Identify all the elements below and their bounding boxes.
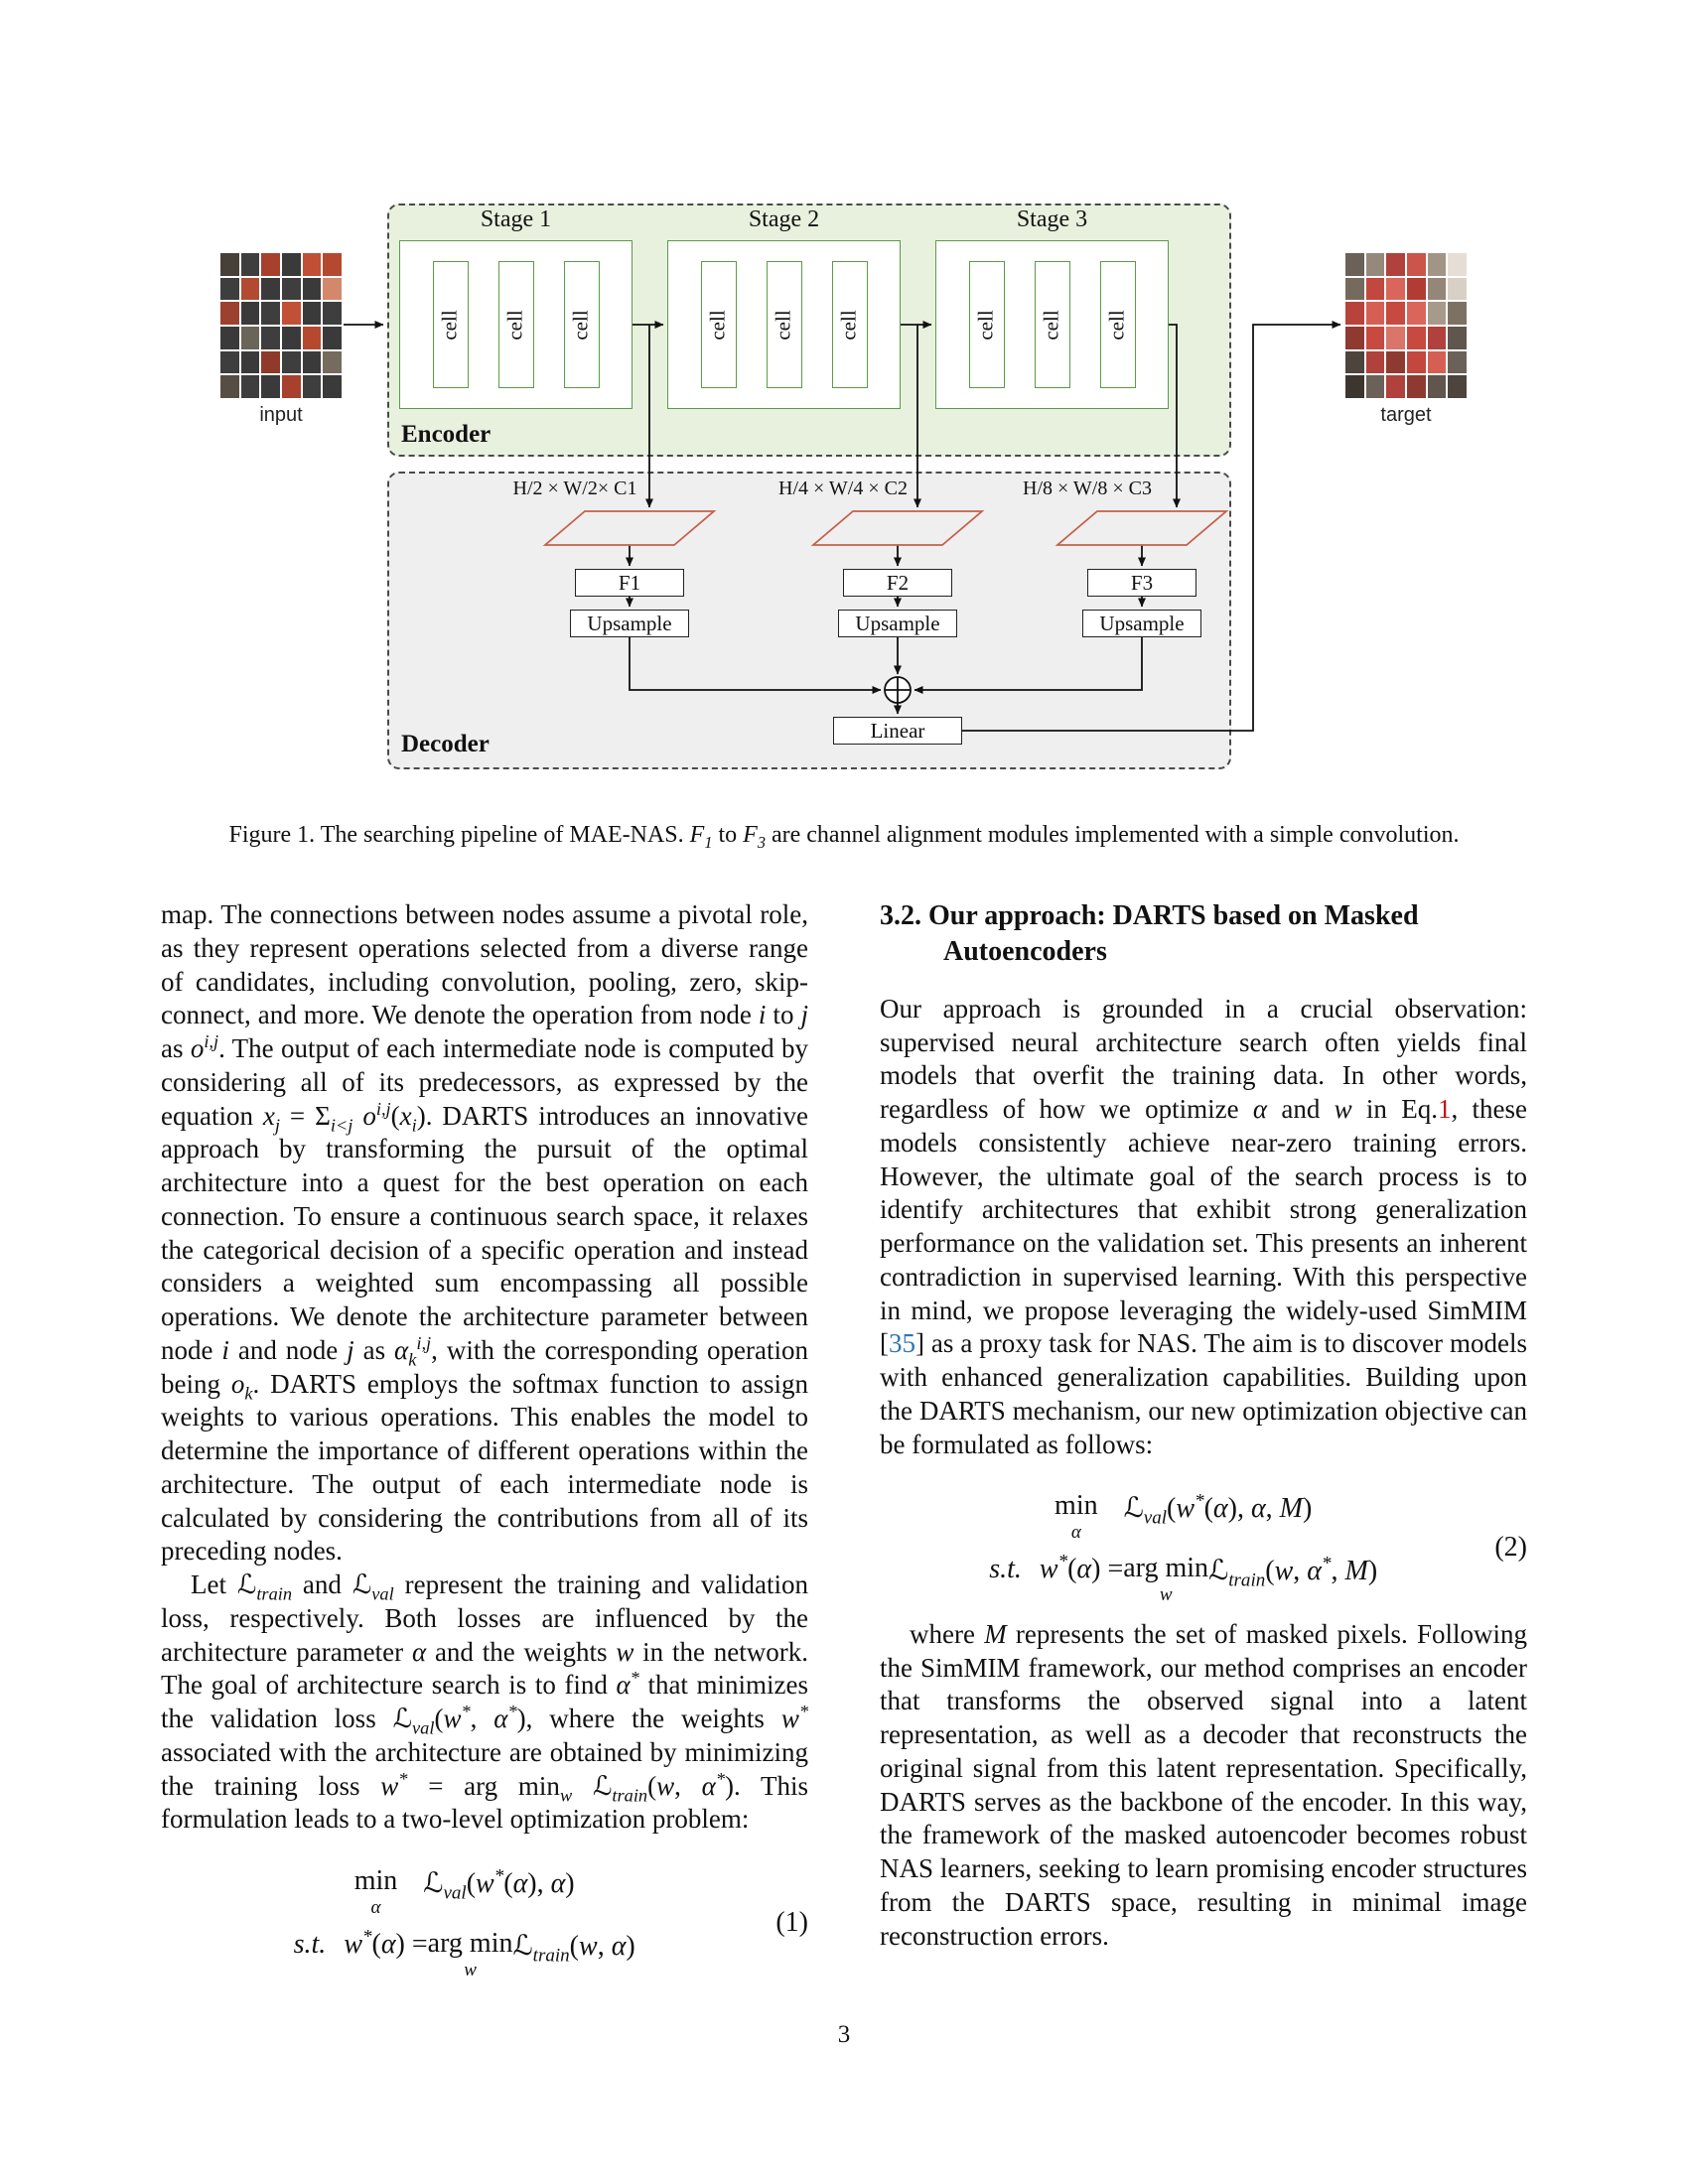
text-segment: , [674,1770,702,1801]
cell-label: cell [772,309,795,341]
image-patch [303,351,322,374]
image-patch [1386,327,1405,349]
equation-expression [344,1926,428,1961]
text-segment: Let [191,1570,237,1599]
text-segment: j [347,1334,354,1365]
text-segment: map. The connections between nodes assume a pivotal role, as they represent operations selected from a diverse range of candidates, including convolution, pooling, zero, skip-connect, and more. We denote the operation from node [161,899,808,1030]
text-segment: ) = [395,1928,428,1960]
equation-expression [1123,1490,1313,1529]
stage-3-box [935,240,1169,409]
cell-box [498,261,534,388]
text-segment: ) [565,1868,575,1899]
text-segment: α [1212,1493,1228,1525]
image-patch [261,327,280,349]
text-segment: α [1076,1554,1092,1585]
target-image [1345,253,1467,398]
text-segment: ( [1167,1493,1177,1525]
cell-label: cell [1040,309,1063,341]
image-patch [282,302,301,325]
min-operator [1055,1491,1098,1542]
stage-2-title: Stage 2 [748,206,820,232]
cell-box [1100,261,1136,388]
image-patch [261,278,280,301]
image-patch [303,253,322,276]
text-segment: ( [466,1868,477,1899]
text-segment: ) [1367,1556,1378,1587]
operator-subscript: w [1159,1583,1173,1605]
image-patch [1386,375,1405,398]
text-segment: i,j [204,1031,219,1051]
text-segment: ( [503,1868,513,1899]
text-segment: α [493,1704,508,1733]
image-patch [1448,351,1467,374]
text-segment: α [1307,1556,1322,1587]
equation-line [1055,1491,1312,1542]
text-segment: , [1236,1493,1251,1525]
equation-number: (1) [775,1906,808,1938]
cell-box [701,261,737,388]
text-segment: in the network. The goal of architecture search is to find [161,1636,808,1701]
text-segment: 1 [1437,1094,1452,1125]
image-patch [1448,253,1467,276]
image-patch [261,302,280,325]
image-patch [1448,278,1467,301]
text-segment: ) [1302,1493,1313,1525]
text-segment: w [1334,1094,1352,1125]
text-segment: val [1143,1507,1168,1529]
cell-box [767,261,802,388]
body-paragraph [161,1569,808,1837]
text-segment: = arg min [407,1770,560,1801]
text-segment: o [230,1368,245,1399]
text-segment: ). This formulation leads to a two-level optimization problem: [161,1770,809,1835]
image-patch [1407,327,1426,349]
image-patch [261,375,280,398]
image-patch [1448,375,1467,398]
figure-caption [161,822,1527,852]
image-patch [1345,278,1364,301]
figure-1 [0,149,1688,804]
text-segment: ( [1265,1556,1275,1587]
text-segment: F [689,822,705,848]
text-segment: x [399,1100,412,1131]
text-segment: as [161,1033,191,1063]
text-segment: , with the corresponding operation being [161,1334,808,1399]
image-patch [1345,327,1364,349]
image-patch [1386,302,1405,325]
text-segment: α [512,1868,528,1899]
text-segment: ( [390,1100,400,1131]
image-patch [220,253,239,276]
image-patch [1366,278,1385,301]
cell-box [969,261,1005,388]
text-segment: * [398,1768,408,1789]
text-segment [352,1101,362,1131]
text-segment: M [1344,1556,1368,1587]
text-segment: α [394,1334,409,1365]
text-segment: , [470,1704,494,1733]
text-segment: and [1267,1094,1335,1125]
text-segment: ℒ [423,1868,444,1899]
text-segment: , [597,1930,612,1962]
text-segment: * [493,1865,504,1887]
feature-dim-label-3: H/8 × W/8 × C3 [1023,478,1152,499]
image-patch [1366,253,1385,276]
text-segment: α [550,1868,566,1899]
image-patch [1345,375,1364,398]
stage-1-box [399,240,633,409]
equation-1 [161,1866,808,1979]
text-segment: k [408,1349,417,1370]
upsample-box-1: Upsample [570,610,689,637]
upsample-box-2: Upsample [838,610,957,637]
text-segment: * [630,1668,639,1689]
image-patch [241,327,260,349]
text-segment: w [616,1636,634,1667]
text-segment: in Eq. [1351,1094,1438,1125]
text-segment: α [1250,1493,1266,1525]
text-segment: , [1331,1556,1345,1587]
image-patch [241,351,260,374]
text-segment: ), where the weights [516,1704,781,1733]
text-segment: o [362,1100,376,1131]
f3-box: F3 [1087,569,1196,597]
argmin-operator [1123,1554,1208,1604]
operator-subscript: α [1070,1522,1081,1544]
operator-subscript: α [370,1896,381,1918]
text-segment: M [1279,1493,1303,1525]
stage-2-box [667,240,901,409]
text-segment: w [1039,1554,1058,1585]
text-segment: represents the set of masked pixels. Following the SimMIM framework, our method comprises an encoder that transforms the observed signal into a latent representation, as well as a decoder that reconstructs the original signal from this latent representation. Specifically, DARTS serves as the backbone of the encoder. In this way, the framework of the masked autoencoder becomes robust NAS learners, seeking to learn promising encoder structures from the DARTS space, resulting in minimal image reconstruction errors. [880,1618,1527,1951]
text-segment: that minimizes the validation loss [161,1670,808,1733]
cell-label: cell [438,309,462,341]
operator-subscript: w [464,1959,477,1980]
text-segment: α [701,1770,716,1801]
text-segment: * [1057,1551,1068,1572]
text-segment: are channel alignment modules implemented with a simple convolution. [765,822,1460,848]
text-segment: w [1274,1556,1294,1587]
text-segment: , [1265,1493,1280,1525]
operator-label: arg min [1123,1553,1209,1584]
equation-number: (2) [1494,1532,1527,1564]
text-segment: ℒ [592,1770,613,1801]
image-patch [1345,253,1364,276]
operator-label: min [353,1865,398,1896]
text-segment: ℒ [352,1570,372,1599]
text-segment: k [244,1382,253,1403]
image-patch [282,253,301,276]
operator-label: arg min [427,1927,513,1959]
text-segment: α [380,1928,396,1960]
cell-box [832,261,868,388]
image-patch [1448,327,1467,349]
image-patch [323,327,342,349]
text-segment: i [221,1334,229,1365]
image-patch [323,375,342,398]
text-segment: w [780,1704,799,1733]
text-segment: i,j [375,1098,391,1119]
image-patch [1366,351,1385,374]
text-segment: ) = [1091,1554,1124,1585]
text-segment: to [766,1000,801,1030]
text-segment: , [1293,1556,1308,1587]
text-segment: ( [1067,1554,1077,1585]
body-paragraph [880,1618,1527,1954]
image-patch [1366,302,1385,325]
image-patch [1366,375,1385,398]
image-patch [1407,302,1426,325]
text-segment: ). DARTS introduces an innovative approach by transforming the pursuit of the optimal architecture into a quest for the best operation on each connection. To ensure a continuous search space, it relaxes the categorical decision of a specific operation and instead considers a weighted sum encompassing all possible operations. We denote the architecture parameter between node [161,1100,809,1365]
text-segment: ℒ [512,1930,533,1962]
f2-box: F2 [843,569,952,597]
text-segment: w [1176,1493,1196,1525]
image-patch [241,278,260,301]
equation-expression [1039,1551,1124,1585]
text-segment: ( [371,1928,381,1960]
stage-3-title: Stage 3 [1016,206,1088,232]
text-segment: ( [647,1770,657,1801]
text-segment: * [1321,1553,1332,1574]
text-segment: ℒ [236,1570,257,1599]
text-segment: ( [434,1704,444,1733]
feature-dim-label-1: H/2 × W/2× C1 [512,478,637,499]
equation-lines [880,1491,1486,1604]
body-paragraph [880,993,1527,1462]
text-segment: w [443,1704,462,1733]
text-segment: train [256,1583,293,1604]
cell-label: cell [706,309,730,341]
image-patch [303,327,322,349]
body-paragraph [161,898,808,1569]
cell-label: cell [503,309,527,341]
feature-dim-label-2: H/4 × W/4 × C2 [778,478,908,499]
image-patch [1386,351,1405,374]
text-segment: associated with the architecture are obtained by minimizing the training loss [161,1736,808,1801]
text-segment: ) [527,1868,537,1899]
text-segment: * [715,1768,726,1789]
text-segment: = Σ [280,1100,331,1131]
text-segment: j [800,1000,808,1030]
image-patch [241,253,260,276]
text-segment: * [362,1926,372,1948]
text-segment: o [190,1033,205,1063]
text-segment: , [536,1868,551,1899]
min-operator [354,1866,398,1917]
image-patch [1428,302,1447,325]
text-segment: i,j [416,1332,432,1353]
image-patch [1345,302,1364,325]
image-patch [282,278,301,301]
text-segment: i<j [330,1114,353,1135]
image-patch [261,351,280,374]
text-segment: α [616,1670,631,1701]
equation-line [293,1926,635,1980]
text-segment: . DARTS employs the softmax function to assign weights to various operations. This enables the model to determine the importance of different operations within the architecture. The output of each intermediate node is calculated by considering the contributions from all of its preceding nodes. [161,1368,808,1567]
text-segment: . The output of each intermediate node is computed by considering all of its predecessors, as expressed by the equation [161,1033,808,1131]
image-patch [1345,351,1364,374]
image-patch [282,327,301,349]
text-segment: train [532,1945,570,1967]
cell-label: cell [569,309,593,341]
text-segment: i [411,1114,417,1135]
text-segment: α [1252,1094,1268,1125]
decoder-label: Decoder [401,731,490,757]
text-segment: w [380,1770,399,1801]
subject-to-label: s.t. [989,1554,1022,1585]
input-label: input [259,404,303,426]
text-segment: train [1228,1570,1266,1591]
page-number: 3 [837,2021,851,2048]
encoder-label: Encoder [401,421,492,448]
text-segment: α [611,1930,627,1962]
text-segment: 35 [889,1328,915,1359]
text-segment: M [984,1618,1007,1649]
subject-to-label: s.t. [293,1928,327,1960]
equation-expression [512,1929,635,1967]
image-patch [303,278,322,301]
text-segment: w [559,1784,573,1805]
cell-box [1035,261,1070,388]
text-segment: ) [626,1930,635,1962]
text-segment: where [910,1618,985,1649]
text-segment: ℒ [1123,1493,1144,1525]
equation-expression [1208,1553,1378,1591]
text-segment: as [353,1334,395,1365]
image-patch [220,327,239,349]
text-segment: ( [569,1930,579,1962]
text-segment: ℒ [1208,1556,1229,1587]
right-column [880,898,1527,1953]
image-patch [323,302,342,325]
text-segment: to [712,822,744,848]
section-heading-3-2: 3.2. Our approach: DARTS based on Masked Autoencoders [880,900,1419,968]
argmin-operator [428,1929,513,1979]
image-patch [220,302,239,325]
f1-box: F1 [575,569,684,597]
image-patch [1428,351,1447,374]
image-patch [323,253,342,276]
text-segment: val [443,1882,467,1904]
text-segment: Our approach is grounded in a crucial observation: supervised neural architecture search often yields final models that overfit the training data. In other words, regardless of how we optimize [880,993,1527,1125]
image-patch [1366,327,1385,349]
image-patch [282,351,301,374]
operator-label: min [1055,1490,1098,1522]
text-segment: w [656,1770,675,1801]
text-segment: w [579,1930,598,1962]
image-patch [1407,253,1426,276]
text-segment: ( [1203,1493,1213,1525]
stage-1-title: Stage 1 [480,206,552,232]
equation-2 [880,1491,1527,1604]
text-segment: * [507,1702,517,1721]
image-patch [303,302,322,325]
image-patch [241,302,260,325]
cell-box [564,261,600,388]
text-segment: , these models consistently achieve near-zero training errors. However, the ultimate goal of the search process is to identify architectures that exhibit strong generalization performance on the validation set. This presents an inherent contradiction in supervised learning. With this perspective in mind, we propose leveraging the widely-used SimMIM [ [880,1094,1528,1359]
text-segment: w [476,1868,494,1899]
text-segment: 1 [704,832,713,852]
text-segment: * [1195,1490,1204,1512]
image-patch [1407,278,1426,301]
image-patch [303,375,322,398]
image-patch [261,253,280,276]
image-patch [323,278,342,301]
cell-label: cell [837,309,861,341]
text-segment: α [411,1636,427,1667]
image-patch [241,375,260,398]
text-segment: F [743,822,758,848]
image-patch [1386,278,1405,301]
equation-expression [423,1865,575,1904]
image-patch [1407,351,1426,374]
image-patch [220,351,239,374]
linear-box: Linear [833,717,962,745]
text-segment: val [371,1583,394,1604]
text-segment: val [412,1717,435,1738]
equation-line [989,1551,1378,1605]
cell-label: cell [974,309,998,341]
text-segment: and the weights [426,1636,617,1667]
text-segment: and node [228,1334,348,1365]
image-patch [220,278,239,301]
image-patch [1428,327,1447,349]
cell-box [433,261,469,388]
image-patch [1428,253,1447,276]
text-segment: represent the training and validation loss, respectively. Both losses are influenced by the architecture parameter [161,1570,809,1667]
input-image [220,253,342,398]
text-segment: i [758,1000,767,1030]
text-segment: j [274,1114,280,1135]
text-segment: * [798,1702,809,1721]
image-patch [282,375,301,398]
text-segment: 3 [757,832,766,852]
text-segment: train [612,1784,648,1805]
text-segment: ℒ [392,1704,413,1733]
text-segment: * [461,1702,471,1721]
image-patch [1386,253,1405,276]
text-segment: Figure 1. The searching pipeline of MAE-NAS. [228,822,690,848]
image-patch [1407,375,1426,398]
image-patch [220,375,239,398]
image-patch [1428,375,1447,398]
equation-line [354,1866,575,1917]
target-label: target [1380,404,1432,426]
cell-label: cell [1105,309,1129,341]
text-segment: ) [1227,1493,1237,1525]
image-patch [1448,302,1467,325]
image-patch [323,351,342,374]
image-patch [1428,278,1447,301]
equation-lines [161,1866,768,1979]
text-segment: w [344,1928,362,1960]
text-segment: and [292,1570,352,1599]
left-column [161,898,808,1993]
upsample-box-3: Upsample [1082,610,1201,637]
text-segment [572,1771,593,1801]
text-segment: ] as a proxy task for NAS. The aim is to discover models with enhanced generalization capabilities. Building upon the DARTS mechanism, our new optimization objective can be formulated as follows: [880,1328,1527,1459]
text-segment: x [262,1100,275,1131]
